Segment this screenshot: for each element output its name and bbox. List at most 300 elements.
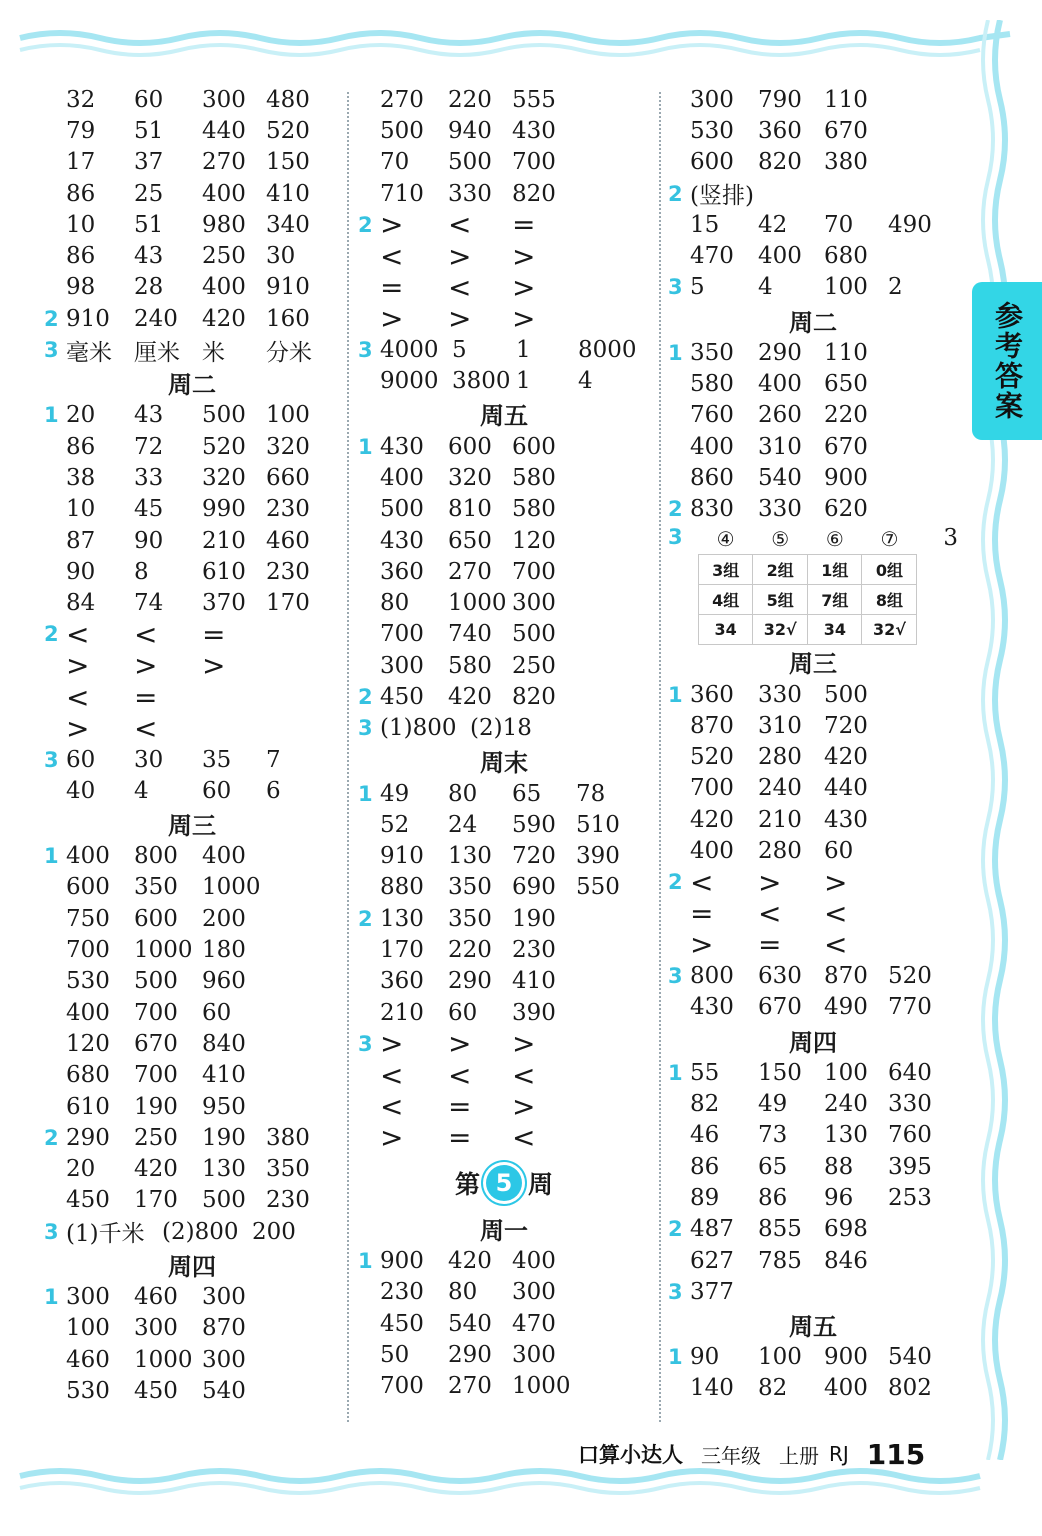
- answer-line: [44, 997, 340, 1028]
- answer-line: [358, 934, 650, 965]
- answer-value: 100: [66, 1315, 110, 1342]
- book-title: 口算小达人: [578, 1443, 683, 1467]
- answer-line: [358, 1028, 650, 1059]
- answer-line: [44, 1154, 340, 1185]
- answer-value: 250: [134, 1124, 178, 1151]
- answer-value: 320: [202, 464, 246, 491]
- answer-value: 60: [824, 837, 854, 864]
- answer-value: 802: [888, 1375, 932, 1402]
- answer-value: 230: [266, 558, 310, 585]
- answer-line: [44, 1185, 340, 1216]
- answer-value: 49: [380, 780, 410, 807]
- answer-value: 700: [134, 999, 178, 1026]
- answer-value: 65: [512, 780, 542, 807]
- answer-line: [668, 961, 958, 992]
- answer-line: [358, 619, 650, 650]
- question-number: 2: [358, 684, 373, 709]
- answer-value: 32: [66, 86, 96, 113]
- answer-value: 990: [202, 496, 246, 523]
- answer-line: [44, 462, 340, 493]
- answer-value: 100: [758, 1344, 802, 1371]
- answer-value: 1: [516, 368, 531, 395]
- answer-value: 420: [448, 1248, 492, 1275]
- answer-value: 500: [380, 117, 424, 144]
- answer-value: 600: [134, 905, 178, 932]
- answer-value: 627: [690, 1247, 734, 1274]
- answer-value: 490: [824, 994, 868, 1021]
- answer-value: 390: [512, 999, 556, 1026]
- answer-line: [668, 898, 958, 929]
- answer-value: 4: [578, 368, 593, 395]
- answer-line: [358, 494, 650, 525]
- answer-value: 3800: [452, 368, 511, 395]
- answer-value: 870: [202, 1315, 246, 1342]
- answer-value: 700: [512, 149, 556, 176]
- answer-value: 10: [66, 496, 96, 523]
- answer-value: 800: [690, 963, 734, 990]
- answer-value: 760: [690, 402, 734, 429]
- answer-line: [358, 366, 650, 397]
- answer-value: 440: [202, 117, 246, 144]
- answer-value: 395: [888, 1153, 932, 1180]
- answer-value: 180: [202, 937, 246, 964]
- answer-value: >: [448, 1027, 472, 1061]
- answer-value: 470: [512, 1310, 556, 1337]
- question-number: 1: [44, 1285, 59, 1310]
- answer-value: 380: [266, 1124, 310, 1151]
- day-heading: 周末: [480, 749, 528, 778]
- answer-value: 1000: [512, 1373, 571, 1400]
- answer-value: 500: [512, 621, 556, 648]
- answer-value: 770: [888, 994, 932, 1021]
- answer-line: [44, 494, 340, 525]
- edition-label: RJ: [829, 1442, 849, 1466]
- answer-value: <: [824, 897, 848, 931]
- answer-line: [358, 1060, 650, 1091]
- answer-value: 230: [266, 1187, 310, 1214]
- answer-value: >: [380, 302, 404, 336]
- answer-value: 420: [448, 683, 492, 710]
- answer-value: 580: [512, 464, 556, 491]
- answer-line: [358, 1277, 650, 1308]
- answer-value: 350: [134, 874, 178, 901]
- answer-value: <: [134, 617, 158, 651]
- answer-line: [358, 147, 650, 178]
- answer-value: >: [512, 302, 536, 336]
- answer-value: 300: [202, 86, 246, 113]
- answer-value: 740: [448, 621, 492, 648]
- answer-value: 65: [758, 1153, 788, 1180]
- answer-value: 870: [690, 712, 734, 739]
- answer-value: >: [512, 270, 536, 304]
- answer-value: 290: [758, 339, 802, 366]
- question-number: 2: [44, 306, 59, 331]
- answer-line: [668, 1276, 958, 1307]
- answer-value: 530: [690, 117, 734, 144]
- answer-line: [358, 209, 650, 240]
- answer-value: >: [758, 865, 782, 899]
- group-cell: ⑦: [862, 525, 917, 555]
- answer-line: [668, 1373, 958, 1404]
- page-number: 115: [866, 1437, 926, 1471]
- answer-value: 210: [758, 806, 802, 833]
- answer-value: 30: [266, 243, 296, 270]
- answer-value: 360: [690, 681, 734, 708]
- answer-value: 520: [266, 117, 310, 144]
- answer-line: [668, 209, 958, 240]
- right-wave-border: [960, 20, 1030, 1460]
- answer-value: 86: [66, 243, 96, 270]
- answer-value: 17: [66, 149, 96, 176]
- answer-value: 80: [380, 590, 410, 617]
- answer-value: 55: [690, 1059, 720, 1086]
- answer-value: 540: [202, 1377, 246, 1404]
- group-cell: 2组: [753, 554, 808, 584]
- answer-value: 37: [134, 149, 164, 176]
- answer-value: 73: [758, 1122, 788, 1149]
- answer-value: 430: [512, 117, 556, 144]
- group-cell: 0组: [862, 554, 917, 584]
- answer-value: 290: [66, 1124, 110, 1151]
- answer-value: >: [380, 1027, 404, 1061]
- answer-value: 790: [758, 86, 802, 113]
- answer-line: [44, 841, 340, 872]
- answer-value: 360: [380, 968, 424, 995]
- answer-value: 330: [758, 681, 802, 708]
- group-cell: 34: [699, 614, 753, 644]
- question-number: 2: [44, 1125, 59, 1150]
- answer-value: 20: [66, 1156, 96, 1183]
- answer-value: 140: [690, 1375, 734, 1402]
- answer-value: 52: [380, 811, 410, 838]
- answer-value: 480: [266, 86, 310, 113]
- answer-value: 820: [512, 180, 556, 207]
- answer-value: 350: [266, 1156, 310, 1183]
- answer-value: 330: [448, 180, 492, 207]
- answer-value: 300: [202, 1346, 246, 1373]
- answer-value: =: [380, 270, 404, 304]
- answer-value: 400: [690, 433, 734, 460]
- answer-value: 500: [134, 968, 178, 995]
- answer-line: [358, 525, 650, 556]
- answer-value: 84: [66, 590, 96, 617]
- answer-line: [358, 115, 650, 146]
- answer-line: [358, 713, 650, 744]
- answer-value: 360: [380, 558, 424, 585]
- answer-line: [44, 872, 340, 903]
- answer-value: >: [66, 711, 90, 745]
- answer-value: <: [380, 239, 404, 273]
- answer-line: [358, 778, 650, 809]
- answer-value: 720: [512, 843, 556, 870]
- answer-value: 330: [758, 496, 802, 523]
- answer-line: [358, 303, 650, 334]
- day-heading: 周三: [168, 812, 216, 841]
- answer-line: [358, 462, 650, 493]
- answer-value: 700: [690, 775, 734, 802]
- answer-value: >: [66, 649, 90, 683]
- page-footer: [578, 1436, 925, 1472]
- answer-value: 390: [576, 843, 620, 870]
- answer-value: 3: [943, 524, 958, 551]
- answer-value: 900: [824, 1344, 868, 1371]
- answer-value: 300: [690, 86, 734, 113]
- answer-line: [358, 334, 650, 365]
- answer-line: [358, 966, 650, 997]
- answer-value: 4: [134, 777, 149, 804]
- answer-value: 90: [690, 1344, 720, 1371]
- answer-line: [668, 1151, 958, 1182]
- question-number: 3: [44, 338, 59, 363]
- answer-value: 80: [448, 1279, 478, 1306]
- answer-value: 430: [380, 433, 424, 460]
- answer-value: 280: [758, 837, 802, 864]
- answer-line: [44, 431, 340, 462]
- answer-value: >: [448, 239, 472, 273]
- answer-value: 1000: [448, 590, 507, 617]
- answer-line: [44, 303, 340, 334]
- group-cell: 1组: [808, 554, 862, 584]
- answer-value: 253: [888, 1184, 932, 1211]
- answer-value: 530: [66, 1377, 110, 1404]
- answer-line: [668, 178, 958, 209]
- answer-line: [668, 272, 958, 303]
- answer-value: 300: [134, 1315, 178, 1342]
- answer-value: 310: [758, 712, 802, 739]
- answer-value: 240: [758, 775, 802, 802]
- answer-value: 89: [690, 1184, 720, 1211]
- tab-label: 参考答案: [991, 301, 1024, 421]
- answer-value: 2: [888, 274, 903, 301]
- answer-line: [44, 966, 340, 997]
- answer-value: 420: [202, 305, 246, 332]
- answer-line: [668, 679, 958, 710]
- answer-line: [668, 115, 958, 146]
- week-prefix: 第: [454, 1169, 480, 1199]
- answer-line: [44, 681, 340, 712]
- answer-value: 290: [448, 968, 492, 995]
- group-cell: 8组: [862, 584, 917, 614]
- answer-line: [668, 741, 958, 772]
- answer-value: 9000: [380, 368, 439, 395]
- answer-value: 120: [66, 1030, 110, 1057]
- answer-value: 698: [824, 1216, 868, 1243]
- answer-value: 610: [202, 558, 246, 585]
- answer-column-3: [668, 84, 958, 1404]
- answer-line: [44, 1091, 340, 1122]
- answer-value: 820: [758, 149, 802, 176]
- answer-value: (2)18: [470, 715, 532, 742]
- answer-value: 200: [202, 905, 246, 932]
- answer-value: >: [380, 208, 404, 242]
- column-divider: [659, 92, 661, 1422]
- day-heading: 周二: [789, 308, 837, 337]
- answer-value: <: [66, 617, 90, 651]
- answer-value: 810: [448, 496, 492, 523]
- answer-line: [44, 934, 340, 965]
- day-heading: 周三: [789, 650, 837, 679]
- answer-value: 670: [758, 994, 802, 1021]
- answer-value: 330: [888, 1091, 932, 1118]
- answer-line: [44, 619, 340, 650]
- answer-line: [44, 1344, 340, 1375]
- answer-value: 640: [888, 1059, 932, 1086]
- answer-value: 6: [266, 777, 281, 804]
- answer-line: [668, 1120, 958, 1151]
- answer-value: 400: [202, 843, 246, 870]
- group-cell: 4组: [699, 584, 753, 614]
- answer-value: 650: [448, 527, 492, 554]
- answer-line: [44, 713, 340, 744]
- answer-value: 400: [202, 274, 246, 301]
- volume-label: 上册: [779, 1443, 819, 1468]
- answer-value: 680: [824, 243, 868, 270]
- answer-value: 350: [448, 905, 492, 932]
- answer-line: [668, 1245, 958, 1276]
- answer-value: 250: [512, 652, 556, 679]
- answer-value: 230: [380, 1279, 424, 1306]
- answer-value: 410: [266, 180, 310, 207]
- question-number: 3: [358, 716, 373, 741]
- answer-line: [668, 147, 958, 178]
- answer-value: 500: [380, 496, 424, 523]
- answer-value: 300: [380, 652, 424, 679]
- question-number: 2: [358, 212, 373, 237]
- answer-value: >: [512, 239, 536, 273]
- answer-line: [44, 115, 340, 146]
- answer-line: [668, 494, 958, 525]
- answer-value: >: [448, 302, 472, 336]
- answer-value: 400: [202, 180, 246, 207]
- answer-value: 78: [576, 780, 606, 807]
- answer-value: 170: [134, 1187, 178, 1214]
- answer-line: [358, 809, 650, 840]
- answer-line: [44, 903, 340, 934]
- answer-value: 420: [690, 806, 734, 833]
- answer-value: 20: [66, 402, 96, 429]
- question-number: 3: [44, 747, 59, 772]
- answer-value: 910: [66, 305, 110, 332]
- answer-value: 42: [758, 211, 788, 238]
- answer-value: 450: [380, 1310, 424, 1337]
- answer-value: 460: [134, 1284, 178, 1311]
- answer-value: 350: [690, 339, 734, 366]
- answer-value: 430: [380, 527, 424, 554]
- answer-value: 190: [134, 1093, 178, 1120]
- answer-value: 70: [380, 149, 410, 176]
- answer-value: >: [690, 928, 714, 962]
- answer-value: 130: [448, 843, 492, 870]
- answer-value: 540: [448, 1310, 492, 1337]
- answer-value: 60: [66, 746, 96, 773]
- answer-line: [358, 872, 650, 903]
- question-number: 1: [358, 434, 373, 459]
- answer-value: 430: [824, 806, 868, 833]
- answer-value: 74: [134, 590, 164, 617]
- answer-value: 500: [202, 1187, 246, 1214]
- answer-value: =: [202, 617, 226, 651]
- answer-value: 860: [690, 464, 734, 491]
- answer-value: 86: [66, 433, 96, 460]
- answer-value: 90: [66, 558, 96, 585]
- answer-value: 86: [758, 1184, 788, 1211]
- question-number: 3: [668, 964, 683, 989]
- question-number: 1: [358, 781, 373, 806]
- answer-key-tab: [972, 282, 1042, 440]
- answer-value: 980: [202, 211, 246, 238]
- answer-value: 160: [266, 305, 310, 332]
- answer-value: >: [512, 1027, 536, 1061]
- answer-value: 4: [758, 274, 773, 301]
- answer-value: (1)800: [380, 715, 457, 742]
- answer-line: [44, 147, 340, 178]
- answer-value: 660: [266, 464, 310, 491]
- answer-value: >: [134, 649, 158, 683]
- day-heading: 周四: [168, 1252, 216, 1281]
- answer-line: [44, 1313, 340, 1344]
- answer-value: 840: [202, 1030, 246, 1057]
- question-number: 2: [358, 906, 373, 931]
- answer-line: [44, 1122, 340, 1153]
- answer-value: 86: [66, 180, 96, 207]
- answer-line: [358, 1339, 650, 1370]
- group-cell: 32√: [753, 614, 808, 644]
- answer-line: [358, 650, 650, 681]
- answer-value: 270: [202, 149, 246, 176]
- question-number: 3: [668, 524, 683, 549]
- answer-line: [668, 368, 958, 399]
- answer-value: 380: [824, 149, 868, 176]
- answer-line: [44, 650, 340, 681]
- answer-line: [668, 84, 958, 115]
- group-cell: 3组: [699, 554, 753, 584]
- answer-line: [44, 556, 340, 587]
- answer-value: 855: [758, 1216, 802, 1243]
- question-number: 1: [44, 403, 59, 428]
- answer-value: 1000: [202, 874, 261, 901]
- answer-value: 240: [134, 305, 178, 332]
- answer-value: 82: [690, 1091, 720, 1118]
- answer-value: 230: [266, 496, 310, 523]
- answer-value: (1)千米: [66, 1221, 145, 1248]
- day-heading: 周五: [789, 1313, 837, 1341]
- answer-value: 270: [380, 86, 424, 113]
- answer-value: 400: [758, 243, 802, 270]
- answer-value: 420: [134, 1156, 178, 1183]
- answer-value: <: [512, 1058, 536, 1092]
- answer-value: 260: [758, 402, 802, 429]
- answer-value: 220: [448, 937, 492, 964]
- answer-value: 510: [576, 811, 620, 838]
- answer-value: 555: [512, 86, 556, 113]
- answer-line: [668, 1214, 958, 1245]
- answer-value: 940: [448, 117, 492, 144]
- answer-value: 410: [202, 1062, 246, 1089]
- answer-value: 670: [134, 1030, 178, 1057]
- answer-value: 190: [512, 905, 556, 932]
- answer-value: 340: [266, 211, 310, 238]
- answer-value: 470: [690, 243, 734, 270]
- answer-value: 487: [690, 1216, 734, 1243]
- answer-value: 240: [824, 1091, 868, 1118]
- answer-value: 50: [380, 1342, 410, 1369]
- answer-value: 520: [202, 433, 246, 460]
- answer-value: 910: [380, 843, 424, 870]
- question-number: 3: [358, 338, 373, 363]
- answer-value: 460: [266, 527, 310, 554]
- answer-value: <: [134, 711, 158, 745]
- answer-line: [358, 556, 650, 587]
